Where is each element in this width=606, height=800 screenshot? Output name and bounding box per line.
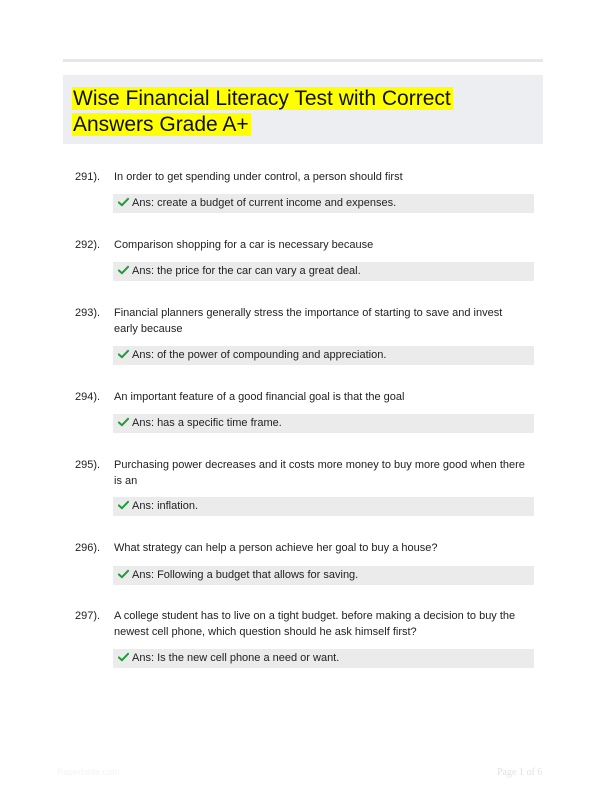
question-number: 292). <box>75 239 101 251</box>
answer-text: Ans: of the power of compounding and appreciation. <box>132 349 387 361</box>
question-number: 293). <box>75 307 101 319</box>
document-title <box>72 86 492 138</box>
question-text: What strategy can help a person achieve her goal to buy a house? <box>114 542 438 554</box>
answer-box <box>113 346 534 365</box>
answer-text: Ans: has a specific time frame. <box>132 417 282 429</box>
question-text: Comparison shopping for a car is necessary because <box>114 239 374 251</box>
answer-text: Ans: the price for the car can vary a great deal. <box>132 265 361 277</box>
question-number: 291). <box>75 171 101 183</box>
check-icon <box>118 417 129 427</box>
document-title-text: Wise Financial Literacy Test with Correct Answers Grade A+ <box>73 87 451 136</box>
question-text: A college student has to live on a tight budget. before making a decision to buy the newest cell phone, which question should he ask himself first? <box>114 610 516 638</box>
answer-box <box>113 414 534 433</box>
answer-box <box>113 649 534 668</box>
answer-text: Ans: inflation. <box>132 500 199 512</box>
question-text: Financial planners generally stress the importance of starting to save and invest early because <box>114 307 503 335</box>
answer-box <box>113 497 534 516</box>
top-divider <box>63 59 543 62</box>
check-icon <box>118 197 129 207</box>
page-number: Page 1 of 6 <box>497 767 543 778</box>
title-banner <box>63 75 543 144</box>
answer-box <box>113 194 534 213</box>
question-text: Purchasing power decreases and it costs more money to buy more good when there is an <box>114 459 525 487</box>
question-number: 294). <box>75 391 101 403</box>
answer-text: Ans: create a budget of current income and expenses. <box>132 197 397 209</box>
check-icon <box>118 569 129 579</box>
question-text: In order to get spending under control, a person should first <box>114 171 403 183</box>
check-icon <box>118 500 129 510</box>
answer-text: Ans: Is the new cell phone a need or want. <box>132 652 340 664</box>
check-icon <box>118 265 129 275</box>
footer-watermark: Paperbible.com <box>57 767 120 777</box>
question-number: 295). <box>75 459 101 471</box>
question-text: An important feature of a good financial goal is that the goal <box>114 391 405 403</box>
question-number: 297). <box>75 610 101 622</box>
answer-box <box>113 566 534 585</box>
question-number: 296). <box>75 542 101 554</box>
check-icon <box>118 349 129 359</box>
answer-box <box>113 262 534 281</box>
answer-text: Ans: Following a budget that allows for saving. <box>132 569 359 581</box>
check-icon <box>118 652 129 662</box>
